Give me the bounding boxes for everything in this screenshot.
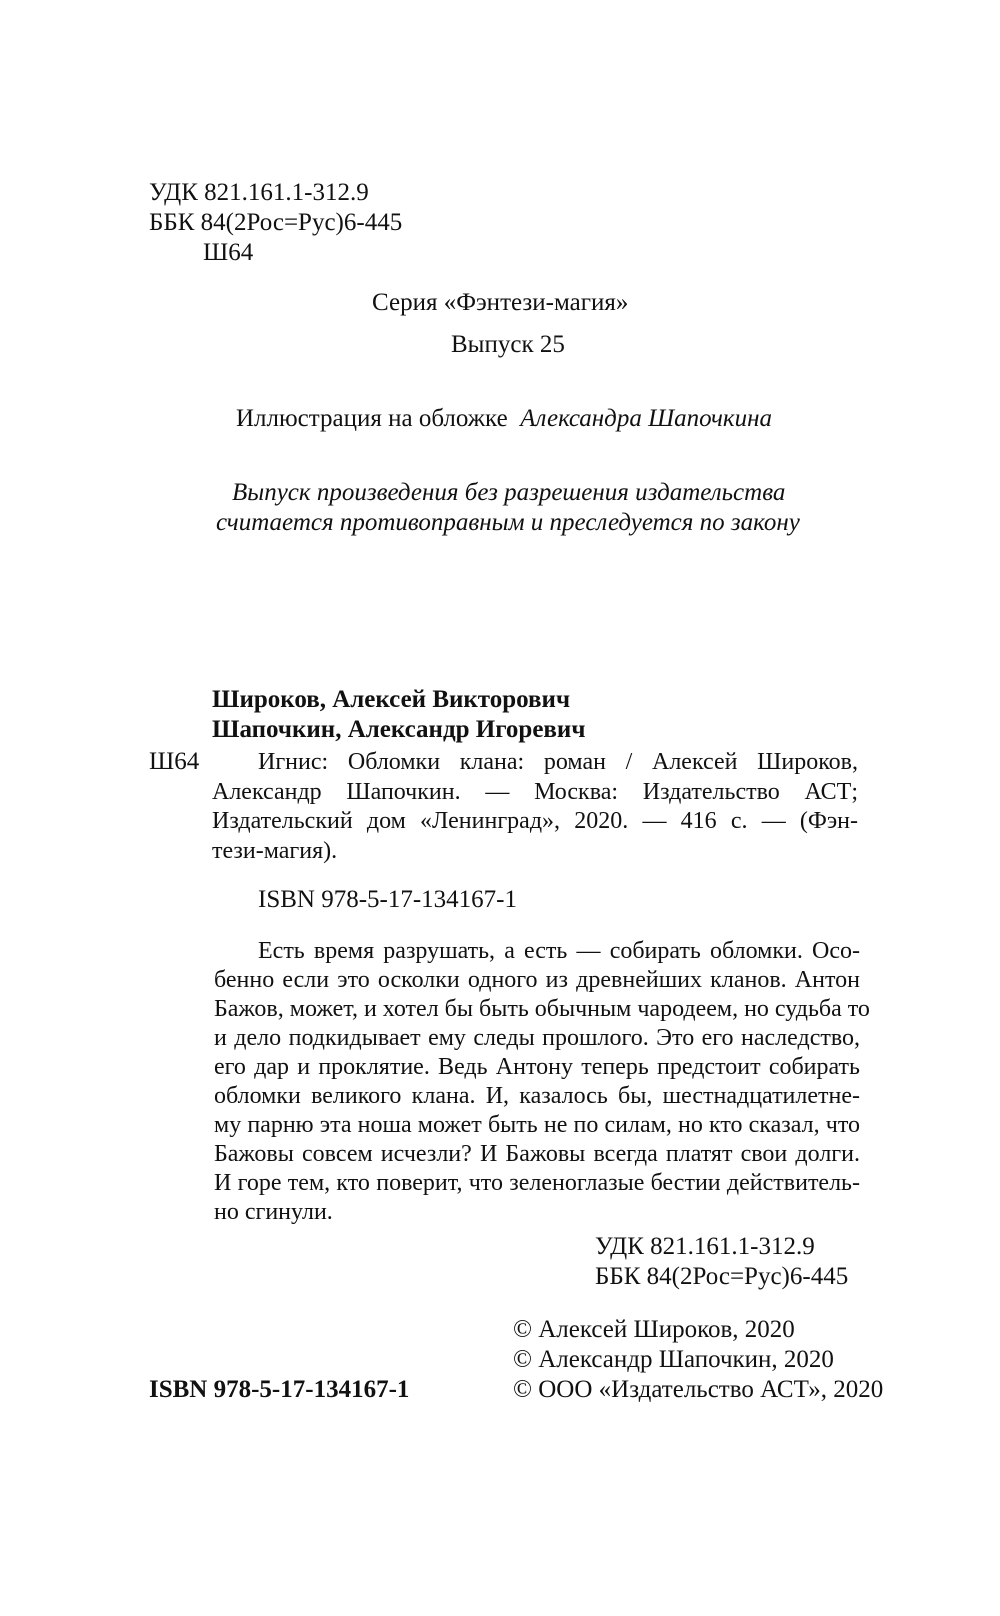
copyright-warning-line2: считается противоправным и преследуется по закону	[216, 509, 800, 536]
illustration-artist: Александра Шапочкина	[520, 405, 773, 432]
header-udk: УДК 821.161.1-312.9	[149, 179, 369, 206]
copyright-line: © ООО «Издательство АСТ», 2020	[513, 1376, 884, 1403]
illustration-credit	[236, 404, 772, 434]
series-issue: Выпуск 25	[451, 331, 565, 358]
copyright-warning-line1: Выпуск произведения без разрешения издательства	[232, 479, 786, 506]
annotation-line: му парню эта ноша может быть не по силам, но кто сказал, что	[214, 1112, 860, 1138]
annotation-line: И горе тем, кто поверит, что зеленоглазые бестии действитель-	[214, 1170, 860, 1196]
annotation-line: и дело подкидывает ему следы прошлого. Это его наследство,	[214, 1025, 860, 1051]
isbn-bold: ISBN 978-5-17-134167-1	[149, 1376, 410, 1403]
annotation-line: обломки великого клана. И, казалось бы, шестнадцатилетне-	[214, 1083, 860, 1109]
bib-isbn: ISBN 978-5-17-134167-1	[258, 886, 518, 913]
copyright-line: © Алексей Широков, 2020	[513, 1316, 795, 1343]
annotation-line: Есть время разрушать, а есть — собирать обломки. Осо-	[258, 938, 860, 964]
bib-author2: Шапочкин, Александр Игоревич	[212, 716, 586, 743]
header-author-mark: Ш64	[203, 239, 254, 266]
bib-line: Александр Шапочкин. — Москва: Издательство АСТ;	[212, 779, 858, 805]
annotation-line: но сгинули.	[214, 1199, 333, 1225]
bib-author-mark: Ш64	[149, 748, 200, 775]
annotation-line: Бажовы совсем исчезли? И Бажовы всегда платят свои долги.	[214, 1141, 860, 1167]
bib-author1: Широков, Алексей Викторович	[212, 686, 571, 713]
footer-bbk: ББК 84(2Рос=Рус)6-445	[595, 1263, 849, 1290]
footer-udk: УДК 821.161.1-312.9	[595, 1233, 815, 1260]
bib-line: Издательский дом «Ленинград», 2020. — 416 с. — (Фэн-	[212, 808, 858, 834]
bib-line: Игнис: Обломки клана: роман / Алексей Широков,	[258, 749, 858, 775]
annotation-line: его дар и проклятие. Ведь Антону теперь предстоит собирать	[214, 1054, 860, 1080]
header-bbk: ББК 84(2Рос=Рус)6-445	[149, 209, 403, 236]
annotation-line: Бажов, может, и хотел бы быть обычным чародеем, но судьба то	[214, 996, 870, 1022]
illustration-label: Иллюстрация на обложке	[236, 405, 508, 432]
bib-line: тези-магия).	[212, 838, 338, 864]
annotation-line: бенно если это осколки одного из древнейших кланов. Антон	[214, 967, 860, 993]
series-name: Серия «Фэнтези-магия»	[372, 289, 629, 316]
copyright-line: © Александр Шапочкин, 2020	[513, 1346, 834, 1373]
